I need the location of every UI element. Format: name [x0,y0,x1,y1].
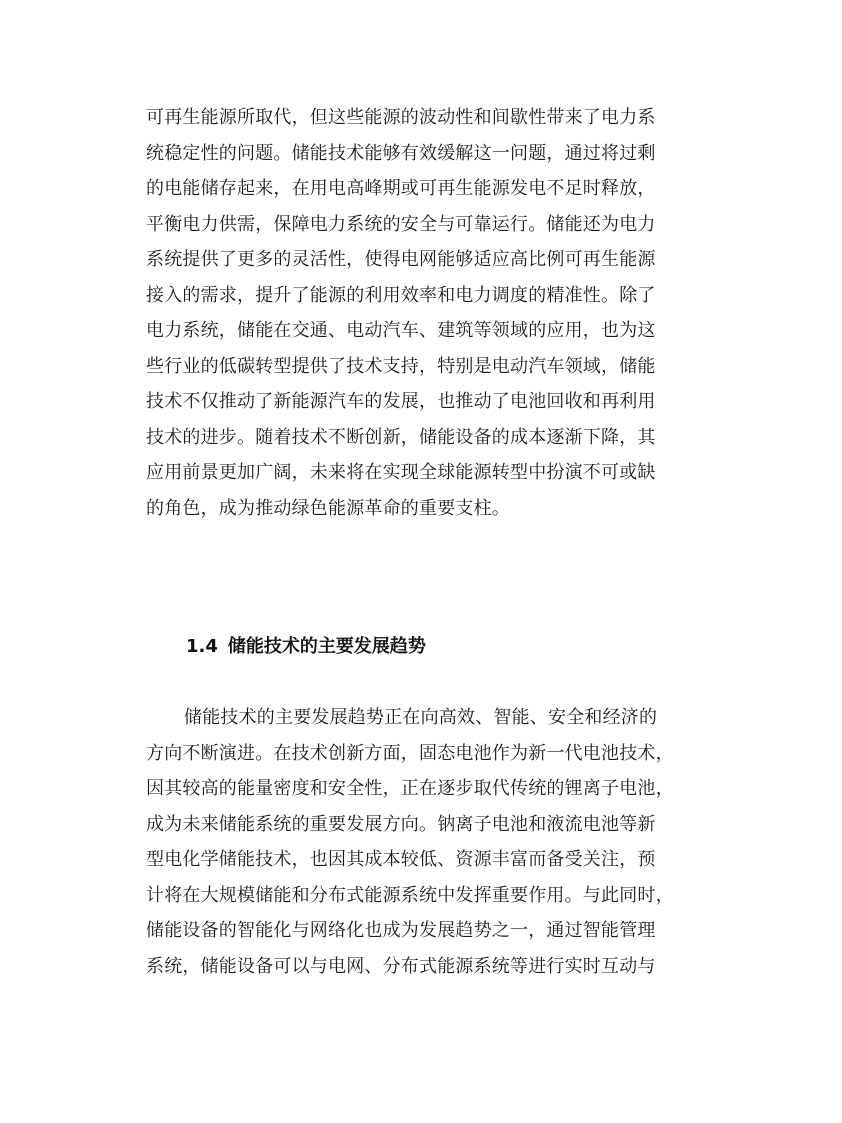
section-heading [186,629,426,665]
text-line: 成为未来储能系统的重要发展方向。钠离子电池和液流电池等新 [146,813,656,835]
text-line: 接入的需求，提升了能源的利用效率和电力调度的精准性。除了 [146,284,656,306]
text-line: 技术不仅推动了新能源汽车的发展，也推动了电池回收和再利用 [146,391,656,412]
text-line: 方向不断演进。在技术创新方面，固态电池作为新一代电池技术， [146,742,674,764]
text-line: 的电能储存起来，在用电高峰期或可再生能源发电不足时释放， [146,178,656,199]
text-line: 统稳定性的问题。储能技术能够有效缓解这一问题，通过将过剩 [146,142,656,164]
paragraph-continuation [146,100,706,526]
text-line: 储能设备的智能化与网络化也成为发展趋势之一，通过智能管理 [146,920,656,941]
text-line: 系统，储能设备可以与电网、分布式能源系统等进行实时互动与 [146,955,656,977]
text-line: 储能技术的主要发展趋势正在向高效、智能、安全和经济的 [184,707,658,728]
paragraph-development-trends [146,700,706,984]
text-line: 计将在大规模储能和分布式能源系统中发挥重要作用。与此同时， [146,884,674,906]
text-line: 技术的进步。随着技术不断创新，储能设备的成本逐渐下降，其 [146,426,656,448]
text-line: 的角色，成为推动绿色能源革命的重要支柱。 [146,497,510,519]
section-number: 1.4 [186,636,218,657]
text-line: 因其较高的能量密度和安全性，正在逐步取代传统的锂离子电池， [146,778,674,799]
text-line: 型电化学储能技术，也因其成本较低、资源丰富而备受关注，预 [146,849,656,870]
text-line: 电力系统，储能在交通、电动汽车、建筑等领域的应用，也为这 [146,320,656,341]
text-line: 系统提供了更多的灵活性，使得电网能够适应高比例可再生能源 [146,249,656,270]
text-line: 平衡电力供需，保障电力系统的安全与可靠运行。储能还为电力 [146,213,656,235]
text-line: 可再生能源所取代，但这些能源的波动性和间歇性带来了电力系 [146,107,656,128]
text-line: 些行业的低碳转型提供了技术支持，特别是电动汽车领域，储能 [146,355,656,377]
section-title: 储能技术的主要发展趋势 [227,636,426,657]
text-line: 应用前景更加广阔，未来将在实现全球能源转型中扮演不可或缺 [146,462,656,483]
